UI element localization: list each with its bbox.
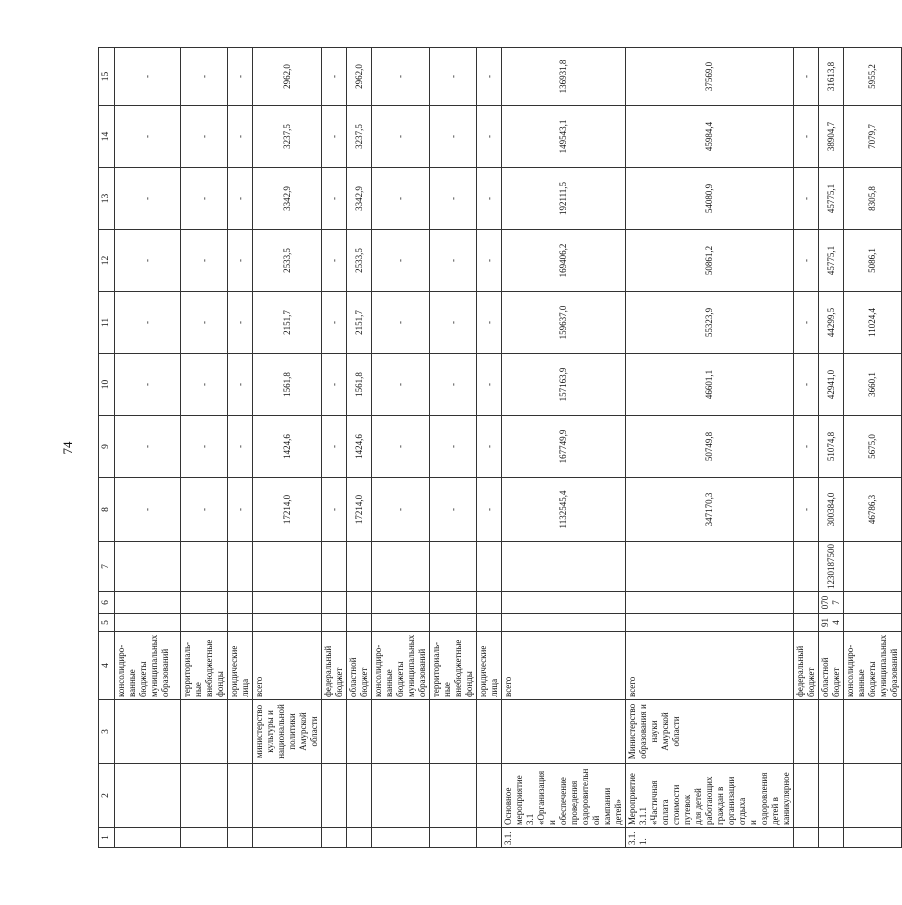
value-cell: 300384,0 (819, 478, 844, 542)
value-cell: 3237,5 (253, 106, 322, 168)
value-cell: - (794, 416, 819, 478)
cell-c6 (502, 592, 626, 614)
cell-c4: всего (626, 632, 794, 700)
cell-c2 (253, 764, 322, 828)
cell-c6 (372, 592, 430, 614)
cell-c3 (372, 700, 430, 764)
header-cell: 8 (99, 478, 115, 542)
cell-c5 (372, 614, 430, 632)
cell-c1 (372, 828, 430, 848)
value-cell: - (228, 354, 253, 416)
cell-c4: юридические лица (228, 632, 253, 700)
value-cell: 1561,8 (347, 354, 372, 416)
cell-c6 (477, 592, 502, 614)
value-cell: - (372, 168, 430, 230)
cell-c2 (794, 764, 819, 828)
value-cell: - (430, 416, 477, 478)
value-cell: 5955,2 (844, 48, 902, 106)
value-cell: - (322, 168, 347, 230)
table-row (502, 48, 626, 848)
cell-c1 (228, 828, 253, 848)
value-cell: 136931,8 (502, 48, 626, 106)
table-row (322, 48, 347, 848)
header-cell: 10 (99, 354, 115, 416)
value-cell: 38904,7 (819, 106, 844, 168)
cell-c6 (253, 592, 322, 614)
value-cell: - (794, 230, 819, 292)
value-cell: 45775,1 (819, 168, 844, 230)
value-cell: 31613,8 (819, 48, 844, 106)
value-cell: - (477, 230, 502, 292)
value-cell: 50861,2 (626, 230, 794, 292)
value-cell: 5675,0 (844, 416, 902, 478)
value-cell: - (181, 230, 228, 292)
cell-c7: 1230187500 (819, 542, 844, 592)
value-cell: - (430, 354, 477, 416)
cell-c2 (430, 764, 477, 828)
value-cell: - (372, 230, 430, 292)
value-cell: 5086,1 (844, 230, 902, 292)
cell-c4: консолидиро- ванные бюджеты муниципальных образований (844, 632, 902, 700)
value-cell: - (181, 416, 228, 478)
cell-c4: консолидиро- ванные бюджеты муниципальных образований (372, 632, 430, 700)
cell-c7 (794, 542, 819, 592)
cell-c1 (430, 828, 477, 848)
value-cell: 55323,9 (626, 292, 794, 354)
value-cell: - (477, 478, 502, 542)
value-cell: - (115, 292, 181, 354)
value-cell: 157163,9 (502, 354, 626, 416)
cell-c1 (322, 828, 347, 848)
value-cell: - (115, 106, 181, 168)
cell-c4: областной бюджет (347, 632, 372, 700)
table-row (181, 48, 228, 848)
value-cell: - (794, 478, 819, 542)
cell-c2 (115, 764, 181, 828)
value-cell: 1561,8 (253, 354, 322, 416)
value-cell: 159637,0 (502, 292, 626, 354)
cell-c5 (430, 614, 477, 632)
table-row (794, 48, 819, 848)
value-cell: - (181, 478, 228, 542)
table-row (253, 48, 322, 848)
value-cell: 46786,3 (844, 478, 902, 542)
cell-c2 (372, 764, 430, 828)
value-cell: 3342,9 (347, 168, 372, 230)
value-cell: - (477, 106, 502, 168)
cell-c2 (228, 764, 253, 828)
cell-c2 (477, 764, 502, 828)
cell-c7 (430, 542, 477, 592)
value-cell: - (322, 106, 347, 168)
cell-c3 (228, 700, 253, 764)
cell-c5 (844, 614, 902, 632)
budget-table (98, 47, 902, 848)
value-cell: - (322, 478, 347, 542)
value-cell: - (430, 48, 477, 106)
value-cell: - (372, 354, 430, 416)
value-cell: 3237,5 (347, 106, 372, 168)
cell-c4: территориаль- ные внебюджетные фонды (181, 632, 228, 700)
cell-c3: Министерство образования и науки Амурской области (626, 700, 794, 764)
cell-c1 (181, 828, 228, 848)
value-cell: - (115, 230, 181, 292)
value-cell: 17214,0 (253, 478, 322, 542)
cell-c1 (794, 828, 819, 848)
value-cell: 2962,0 (253, 48, 322, 106)
cell-c4: всего (253, 632, 322, 700)
cell-c5 (347, 614, 372, 632)
cell-c6 (181, 592, 228, 614)
cell-c5 (477, 614, 502, 632)
cell-c5 (626, 614, 794, 632)
value-cell: 17214,0 (347, 478, 372, 542)
value-cell: 3342,9 (253, 168, 322, 230)
cell-c7 (253, 542, 322, 592)
value-cell: - (477, 292, 502, 354)
cell-c4: юридические лица (477, 632, 502, 700)
cell-c6 (430, 592, 477, 614)
value-cell: 37569,0 (626, 48, 794, 106)
cell-c7 (181, 542, 228, 592)
value-cell: 45775,1 (819, 230, 844, 292)
cell-c2 (819, 764, 844, 828)
cell-c6 (322, 592, 347, 614)
value-cell: - (228, 106, 253, 168)
cell-c2 (322, 764, 347, 828)
value-cell: 11024,4 (844, 292, 902, 354)
value-cell: - (794, 168, 819, 230)
cell-c2: Мероприятие 3.1.1 «Частичная оплата стоимости путевок для детей работающих граждан в организации отдыха и оздоровления детей в каникулярное (626, 764, 794, 828)
value-cell: - (794, 292, 819, 354)
cell-c3 (347, 700, 372, 764)
cell-c3: министерство культуры и национальной политики Амурской области (253, 700, 322, 764)
value-cell: 347170,3 (626, 478, 794, 542)
value-cell: - (181, 168, 228, 230)
header-cell: 9 (99, 416, 115, 478)
page-number: 74 (60, 441, 75, 455)
value-cell: - (228, 416, 253, 478)
cell-c3 (819, 700, 844, 764)
cell-c1 (253, 828, 322, 848)
value-cell: - (115, 48, 181, 106)
header-cell: 4 (99, 632, 115, 700)
cell-c3 (794, 700, 819, 764)
value-cell: - (322, 48, 347, 106)
cell-c4: федеральный бюджет (322, 632, 347, 700)
cell-c7 (372, 542, 430, 592)
table-row (477, 48, 502, 848)
header-cell: 11 (99, 292, 115, 354)
value-cell: - (372, 106, 430, 168)
cell-c3 (322, 700, 347, 764)
cell-c7 (626, 542, 794, 592)
value-cell: 45984,4 (626, 106, 794, 168)
cell-c7 (844, 542, 902, 592)
value-cell: 3660,1 (844, 354, 902, 416)
cell-c6 (228, 592, 253, 614)
cell-c5 (502, 614, 626, 632)
cell-c5 (228, 614, 253, 632)
cell-c4: всего (502, 632, 626, 700)
cell-c1 (115, 828, 181, 848)
value-cell: - (372, 478, 430, 542)
cell-c6 (626, 592, 794, 614)
cell-c3 (430, 700, 477, 764)
header-cell: 3 (99, 700, 115, 764)
cell-c4: федеральный бюджет (794, 632, 819, 700)
cell-c4: территориаль- ные внебюджетные фонды (430, 632, 477, 700)
table-row (819, 48, 844, 848)
value-cell: - (228, 230, 253, 292)
cell-c1 (477, 828, 502, 848)
cell-c2 (844, 764, 902, 828)
cell-c7 (477, 542, 502, 592)
value-cell: - (322, 230, 347, 292)
header-cell: 6 (99, 592, 115, 614)
header-cell: 12 (99, 230, 115, 292)
value-cell: 46601,1 (626, 354, 794, 416)
cell-c6: 0707 (819, 592, 844, 614)
value-cell: - (115, 168, 181, 230)
cell-c6 (115, 592, 181, 614)
cell-c7 (502, 542, 626, 592)
value-cell: - (115, 416, 181, 478)
value-cell: 51074,8 (819, 416, 844, 478)
value-cell: - (430, 230, 477, 292)
cell-c3 (844, 700, 902, 764)
value-cell: 42941,0 (819, 354, 844, 416)
value-cell: 2151,7 (347, 292, 372, 354)
value-cell: - (372, 292, 430, 354)
cell-c7 (228, 542, 253, 592)
header-cell: 15 (99, 48, 115, 106)
value-cell: 7079,7 (844, 106, 902, 168)
cell-c2 (181, 764, 228, 828)
value-cell: - (372, 416, 430, 478)
value-cell: 192111,5 (502, 168, 626, 230)
cell-c7 (115, 542, 181, 592)
table-row (430, 48, 477, 848)
value-cell: - (181, 354, 228, 416)
value-cell: 149543,1 (502, 106, 626, 168)
value-cell: - (115, 354, 181, 416)
value-cell: - (181, 292, 228, 354)
cell-c5 (115, 614, 181, 632)
value-cell: 2533,5 (347, 230, 372, 292)
header-cell: 2 (99, 764, 115, 828)
value-cell: - (477, 354, 502, 416)
cell-c4: областной бюджет (819, 632, 844, 700)
cell-c5: 914 (819, 614, 844, 632)
header-cell: 13 (99, 168, 115, 230)
value-cell: - (372, 48, 430, 106)
value-cell: - (430, 168, 477, 230)
table-row (844, 48, 902, 848)
cell-c1 (347, 828, 372, 848)
cell-c7 (347, 542, 372, 592)
value-cell: - (477, 416, 502, 478)
cell-c3 (181, 700, 228, 764)
cell-c6 (794, 592, 819, 614)
value-cell: - (430, 478, 477, 542)
value-cell: - (430, 106, 477, 168)
header-cell: 7 (99, 542, 115, 592)
table-row (372, 48, 430, 848)
value-cell: - (181, 106, 228, 168)
table-row (626, 48, 794, 848)
value-cell: 1132545,4 (502, 478, 626, 542)
value-cell: - (322, 354, 347, 416)
value-cell: 2962,0 (347, 48, 372, 106)
cell-c4: консолидиро- ванные бюджеты муниципальных образований (115, 632, 181, 700)
value-cell: 169406,2 (502, 230, 626, 292)
value-cell: - (228, 168, 253, 230)
table-row (228, 48, 253, 848)
value-cell: - (794, 48, 819, 106)
value-cell: - (115, 478, 181, 542)
table-row (347, 48, 372, 848)
value-cell: - (181, 48, 228, 106)
value-cell: 54080,9 (626, 168, 794, 230)
rotated-table-container (98, 48, 899, 848)
cell-c2 (347, 764, 372, 828)
table-row (115, 48, 181, 848)
cell-c6 (347, 592, 372, 614)
value-cell: 44299,5 (819, 292, 844, 354)
value-cell: 1424,6 (347, 416, 372, 478)
value-cell: 50749,8 (626, 416, 794, 478)
value-cell: - (228, 292, 253, 354)
value-cell: 1424,6 (253, 416, 322, 478)
header-cell: 5 (99, 614, 115, 632)
cell-c1: 3.1.1. (626, 828, 794, 848)
cell-c3 (477, 700, 502, 764)
cell-c3 (502, 700, 626, 764)
cell-c7 (322, 542, 347, 592)
value-cell: 2151,7 (253, 292, 322, 354)
cell-c1 (819, 828, 844, 848)
value-cell: - (794, 354, 819, 416)
cell-c5 (794, 614, 819, 632)
cell-c2: Основное мероприятие 3.1 «Организация и обеспечение проведения оздоровительной кампании детей» (502, 764, 626, 828)
value-cell: 167749,9 (502, 416, 626, 478)
value-cell: - (794, 106, 819, 168)
value-cell: - (322, 416, 347, 478)
cell-c5 (322, 614, 347, 632)
header-cell: 1 (99, 828, 115, 848)
cell-c3 (115, 700, 181, 764)
cell-c6 (844, 592, 902, 614)
header-cell: 14 (99, 106, 115, 168)
value-cell: - (477, 48, 502, 106)
cell-c5 (253, 614, 322, 632)
cell-c1: 3.1. (502, 828, 626, 848)
value-cell: 2533,5 (253, 230, 322, 292)
value-cell: - (228, 478, 253, 542)
cell-c1 (844, 828, 902, 848)
value-cell: - (477, 168, 502, 230)
cell-c5 (181, 614, 228, 632)
value-cell: - (430, 292, 477, 354)
value-cell: - (228, 48, 253, 106)
header-row (99, 48, 115, 848)
value-cell: 8305,8 (844, 168, 902, 230)
value-cell: - (322, 292, 347, 354)
